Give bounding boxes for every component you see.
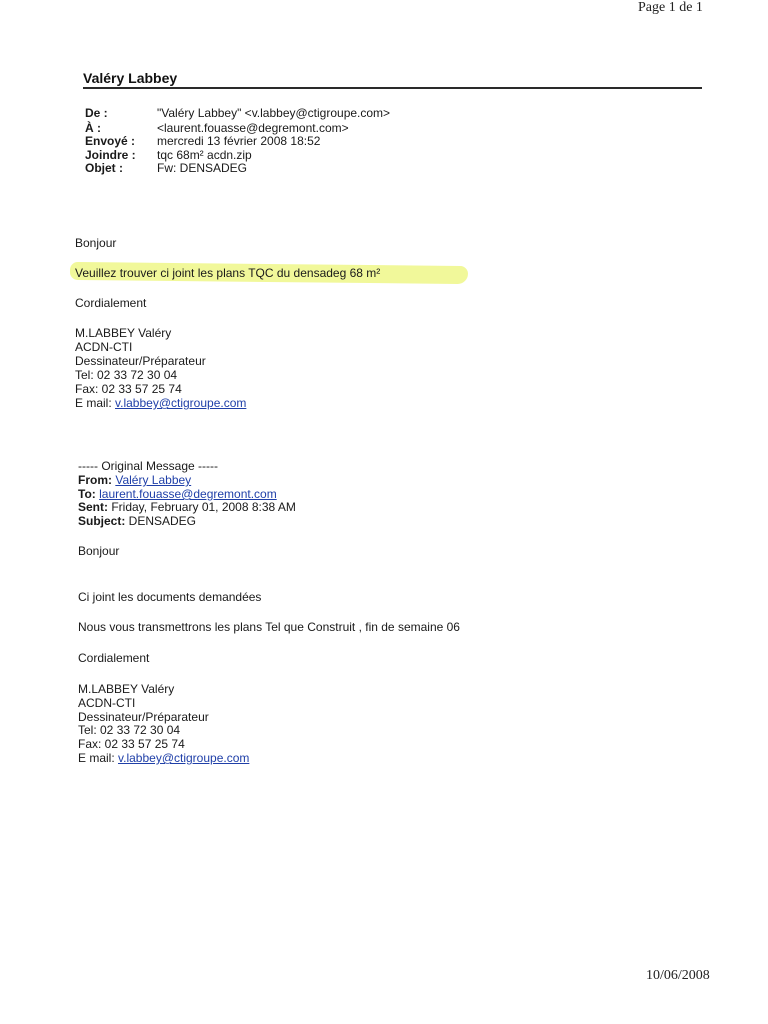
header-subject-value: Fw: DENSADEG [157,161,248,175]
header-sent-label: Envoyé : [85,134,136,148]
original-greeting: Bonjour [78,544,120,558]
header-attach-label: Joindre : [85,148,136,162]
original-to-label: To: [78,487,100,501]
header-to-label: À : [85,121,101,135]
header-subject-row [85,161,247,176]
original-signature-tel: Tel: 02 33 72 30 04 [78,723,181,737]
signature-name: M.LABBEY Valéry [75,326,172,340]
signature-email-link[interactable]: v.labbey@ctigroupe.com [115,396,247,410]
original-sent-label: Sent: [78,500,112,514]
original-subject-label: Subject: [78,514,129,528]
header-from-row [85,106,390,121]
header-divider [83,87,702,89]
body-message: Veuillez trouver ci joint les plans TQC du densadeg 68 m² [75,266,381,280]
header-from-value: "Valéry Labbey" <v.labbey@ctigroupe.com> [157,106,391,120]
original-to-row [78,487,277,501]
original-from-row [78,473,191,487]
original-signature-fax: Fax: 02 33 57 25 74 [78,737,185,751]
header-sent-value: mercredi 13 février 2008 18:52 [157,134,321,148]
original-subject-row [78,514,196,528]
page-number: Page 1 de 1 [638,0,703,15]
original-signature-email-link[interactable]: v.labbey@ctigroupe.com [118,751,250,765]
signature-email-row [75,396,246,410]
header-subject-label: Objet : [85,161,123,175]
header-sent-row [85,134,320,149]
original-signature-role: Dessinateur/Préparateur [78,710,209,724]
signature-email-label: E mail: [75,396,116,410]
original-signature-email-row [78,751,249,765]
original-signature-email-label: E mail: [78,751,119,765]
signature-company: ACDN-CTI [75,340,133,354]
footer-date: 10/06/2008 [646,968,710,983]
original-subject-value: DENSADEG [128,514,197,528]
header-to-value: <laurent.fouasse@degremont.com> [157,121,349,135]
original-sent-row [78,500,296,514]
body-closing: Cordialement [75,296,147,310]
header-from-label: De : [85,106,108,120]
original-to-link[interactable]: laurent.fouasse@degremont.com [99,487,277,501]
header-attach-value: tqc 68m² acdn.zip [157,148,252,162]
original-line-documents: Ci joint les documents demandées [78,590,262,604]
original-sent-value: Friday, February 01, 2008 8:38 AM [111,500,296,514]
original-from-label: From: [78,473,116,487]
original-message-divider: ----- Original Message ----- [78,459,219,473]
original-closing: Cordialement [78,651,150,665]
original-line-plans: Nous vous transmettrons les plans Tel que Construit , fin de semaine 06 [78,620,460,634]
original-from-link[interactable]: Valéry Labbey [115,473,192,487]
body-greeting: Bonjour [75,236,117,250]
signature-fax: Fax: 02 33 57 25 74 [75,382,182,396]
original-signature-name: M.LABBEY Valéry [78,682,175,696]
original-signature-company: ACDN-CTI [78,696,136,710]
signature-role: Dessinateur/Préparateur [75,354,206,368]
signature-tel: Tel: 02 33 72 30 04 [75,368,178,382]
sender-name: Valéry Labbey [83,70,178,86]
